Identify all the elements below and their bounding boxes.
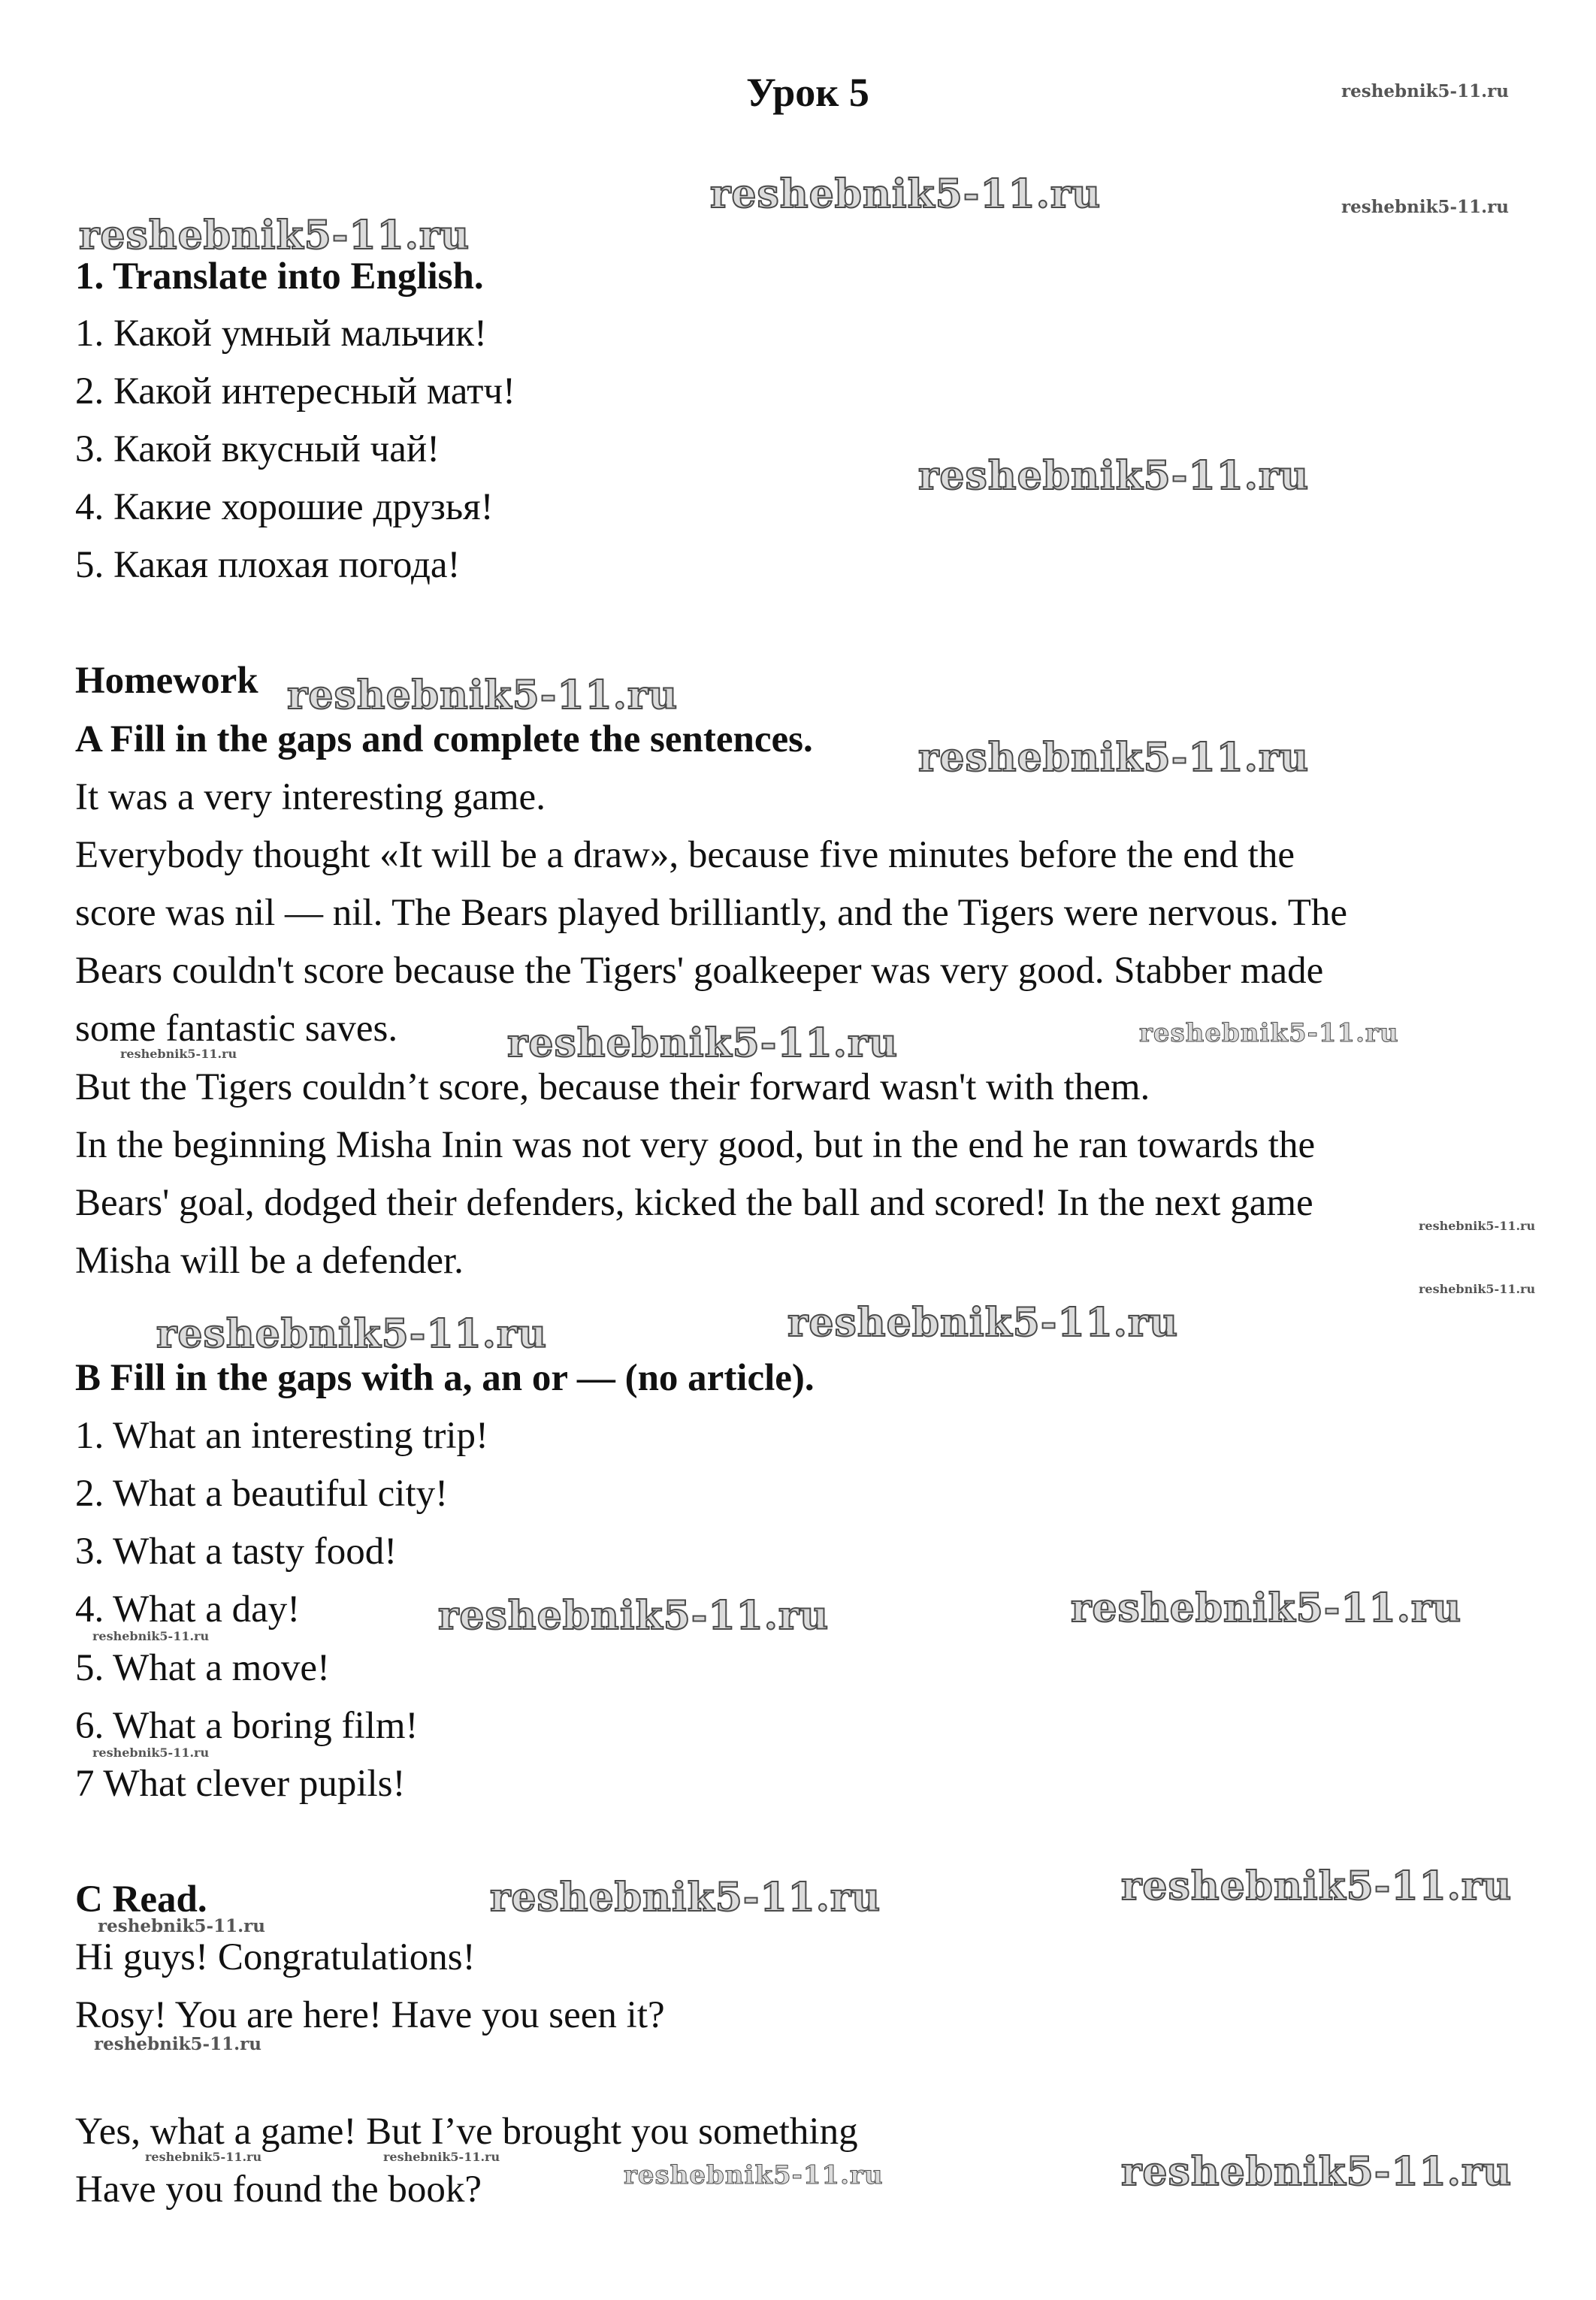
section-a-line: Everybody thought «It will be a draw», because five minutes before the end the: [75, 834, 1295, 876]
section-a-line: Misha will be a defender.: [75, 1240, 464, 1282]
watermark-text: reshebnik5-11.ru: [1121, 2149, 1513, 2195]
section-a-line: Bears' goal, dodged their defenders, kicked the ball and scored! In the next game: [75, 1182, 1313, 1224]
watermark-text: reshebnik5-11.ru: [710, 171, 1102, 217]
watermark-text: reshebnik5-11.ru: [1419, 1219, 1536, 1233]
section1-heading: 1. Translate into English.: [75, 255, 484, 298]
section-a-line: Bears couldn't score because the Tigers' goalkeeper was very good. Stabber made: [75, 950, 1324, 992]
watermark-text: reshebnik5-11.ru: [1341, 81, 1509, 101]
section-b-item: 4. What a day!: [75, 1588, 301, 1631]
section-b-item: 2. What a beautiful city!: [75, 1473, 449, 1515]
section1-item: 4. Какие хорошие друзья!: [75, 486, 494, 528]
section-c-line: Hi guys! Congratulations!: [75, 1936, 476, 1978]
watermark-text: reshebnik5-11.ru: [92, 1745, 210, 1760]
page-title: Урок 5: [746, 70, 869, 115]
watermark-text: reshebnik5-11.ru: [287, 672, 679, 718]
section-c-heading: C Read.: [75, 1878, 207, 1921]
watermark-text: reshebnik5-11.ru: [1071, 1585, 1462, 1631]
watermark-text: reshebnik5-11.ru: [787, 1300, 1179, 1346]
watermark-text: reshebnik5-11.ru: [507, 1020, 899, 1066]
watermark-text: reshebnik5-11.ru: [92, 1629, 210, 1643]
watermark-text: reshebnik5-11.ru: [1419, 1282, 1536, 1296]
watermark-text: reshebnik5-11.ru: [383, 2150, 500, 2164]
watermark-text: reshebnik5-11.ru: [490, 1875, 881, 1921]
watermark-text: reshebnik5-11.ru: [120, 1047, 237, 1061]
section1-item: 3. Какой вкусный чай!: [75, 428, 440, 470]
section-a-line: some fantastic saves.: [75, 1008, 398, 1050]
watermark-text: reshebnik5-11.ru: [145, 2150, 262, 2164]
section-c-line: Rosy! You are here! Have you seen it?: [75, 1994, 665, 2036]
section1-item: 2. Какой интересный матч!: [75, 370, 516, 413]
section-a-line: In the beginning Misha Inin was not very good, but in the end he ran towards the: [75, 1124, 1316, 1166]
section-a-heading: A Fill in the gaps and complete the sentences.: [75, 718, 813, 760]
watermark-text: reshebnik5-11.ru: [918, 453, 1310, 499]
section-a-line: score was nil — nil. The Bears played brilliantly, and the Tigers were nervous. The: [75, 892, 1348, 934]
section-b-item: 5. What a move!: [75, 1647, 330, 1689]
watermark-text: reshebnik5-11.ru: [918, 735, 1310, 781]
section-a-line: But the Tigers couldn’t score, because their forward wasn't with them.: [75, 1066, 1150, 1108]
watermark-text: reshebnik5-11.ru: [438, 1593, 830, 1639]
section1-item: 1. Какой умный мальчик!: [75, 313, 487, 355]
watermark-text: reshebnik5-11.ru: [94, 2034, 261, 2054]
section-b-item: 6. What a boring film!: [75, 1705, 419, 1747]
section-c-line: Have you found the book?: [75, 2169, 482, 2211]
watermark-text: reshebnik5-11.ru: [1139, 1018, 1399, 1048]
section-b-item: 1. What an interesting trip!: [75, 1415, 488, 1457]
section-b-item: 7 What clever pupils!: [75, 1763, 406, 1805]
watermark-text: reshebnik5-11.ru: [1341, 197, 1509, 217]
watermark-text: reshebnik5-11.ru: [624, 2160, 884, 2190]
section-b-item: 3. What a tasty food!: [75, 1531, 397, 1573]
watermark-text: reshebnik5-11.ru: [79, 213, 470, 258]
section-c-line: Yes, what a game! But I’ve brought you something: [75, 2111, 858, 2153]
section-a-line: It was a very interesting game.: [75, 776, 546, 818]
section1-item: 5. Какая плохая погода!: [75, 544, 461, 586]
watermark-text: reshebnik5-11.ru: [1121, 1863, 1513, 1909]
homework-label: Homework: [75, 660, 258, 702]
section-b-heading: B Fill in the gaps with a, an or — (no article).: [75, 1357, 815, 1399]
watermark-text: reshebnik5-11.ru: [98, 1916, 265, 1936]
watermark-text: reshebnik5-11.ru: [156, 1311, 548, 1357]
